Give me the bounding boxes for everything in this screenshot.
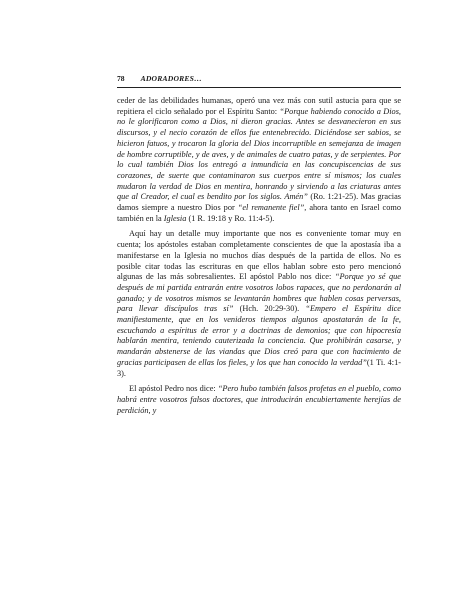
quoted-scripture: “Porque habiendo conocido a Dios, no le glorificaron como a Dios, ni dieron gracias. Antes se desvanecieron en sus discursos, y el necio corazón de ellos fue entenebrecido. Diciéndose ser sabios, se hicieron fatuos, y trocaron la gloria del Dios incorruptible en semejanza de imagen de hombre corruptible, y de aves, y de animales de cuatro patas, y de serpientes. Por lo cual también Dios los entregó a inmundicia en las concupiscencias de sus corazones, de suerte que contaminaron sus cuerpos entre sí mismos; los cuales mudaron la verdad de Dios en mentira, honrando y sirviendo a las criaturas antes que al Creador, el cual es bendito por los siglos. Amén” — [117, 106, 401, 202]
page-number: 78 — [117, 74, 125, 83]
header-rule — [117, 87, 401, 88]
quoted-scripture: “el remanente fiel” — [237, 203, 305, 213]
paragraph-text: ceder de las debilidades humanas, operó una vez más con sutil astucia para que se repitiera el ciclo señalado por el Espíritu Santo: — [117, 96, 401, 116]
paragraph-text: , ahora tanto en Israel como también en la — [117, 203, 401, 223]
paragraph — [117, 96, 401, 224]
quoted-scripture: “Empero el Espíritu dice manifiestamente, que en los venideros tiempos algunos apostatarán de la fe, escuchando a espíritus de error y a doctrinas de demonios; que con hipocresía hablarán mentira, teniendo cauterizada la conciencia. Que prohibirán casarse, y mandarán abstenerse de las viandas que Dios creó para que con hacimiento de gracias participasen de ellas los fieles, y los que han conocido la verdad” — [117, 304, 401, 367]
paragraph-text: (1 Ti. 4:1-3). — [117, 357, 401, 378]
paragraph-text: El apóstol Pedro nos dice: — [129, 384, 218, 394]
paragraph-text: (Hch. 20:29-30). — [233, 304, 306, 314]
quoted-scripture: “Pero hubo también falsos profetas en el pueblo, como habrá entre vosotros falsos doctores, que introducirán encubiertamente herejías de perdición, y — [117, 384, 401, 415]
running-title: ADORADORES… — [140, 74, 202, 83]
paragraph — [117, 384, 401, 416]
paragraph-text: (1 R. 19:18 y Ro. 11:4-5). — [186, 213, 275, 223]
paragraph-text: Aquí hay un detalle muy importante que nos es conveniente tomar muy en cuenta; los apóstoles estaban completamente conscientes de que la apostasía iba a manifestarse en la Iglesia no muchos días después de la partida de ellos. No es posible citar todas las escrituras en que ellos hablan sobre esto pero mencionó algunas de las más sobresalientes. El apóstol Pablo nos dice: — [117, 229, 401, 282]
body-text — [117, 96, 401, 416]
paragraph — [117, 229, 401, 379]
running-header — [117, 74, 377, 83]
quoted-scripture: Iglesia — [163, 213, 187, 223]
quoted-scripture: “Porque yo sé que después de mi partida entrarán entre vosotros lobos rapaces, que no perdonarán al ganado; y de vosotros mismos se levantarán hombres que hablen cosas perversas, para llevar discípulos tras sí” — [117, 272, 401, 314]
paragraph-text: (Ro. 1:21-25). Mas gracias damos siempre a nuestro Dios por — [117, 192, 402, 213]
